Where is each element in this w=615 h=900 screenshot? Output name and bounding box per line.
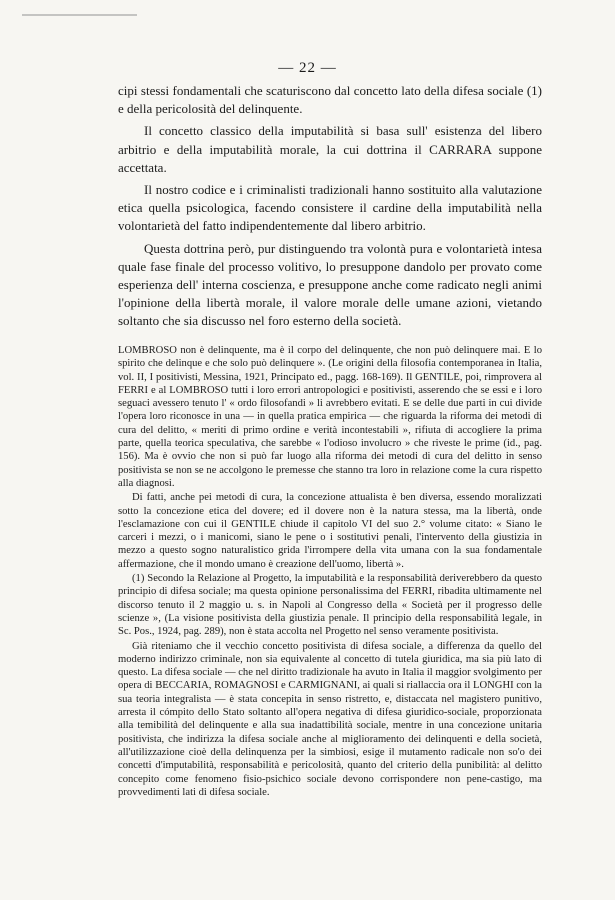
footnote-paragraph: Di fatti, anche pei metodi di cura, la concezione attualista è ben diversa, essendo moralizzati sotto la concezione etica del dovere; ed il dovere non è la natura stessa, ma la libertà, onde l'esclamazione con cui il GENTILE chiude il capitolo VI del suo 2.° volume citato: « Siano le carceri i mezzi, o i manicomi, siano le pene o i sostitutivi penali, l'intervento della giustizia in mezzo a questo sogno naturalistico grida l'irrompere della vita umana con la sua fondamentale affermazione, che il mondo umano è creazione dell'uomo, libertà ». — [118, 492, 542, 570]
paragraph: cipi stessi fondamentali che scaturiscono dal concetto lato della difesa sociale (1) e della pericolosità del delinquente. — [118, 83, 542, 117]
scan-artifact-line — [22, 14, 137, 16]
footnote-paragraph: LOMBROSO non è delinquente, ma è il corpo del delinquente, che non può delinquere mai. E lo spirito che delinque e che solo può delinquere ». (Le origini della filosofia contemporanea in Italia, vol. II, I positivisti, Messina, 1921, Principato ed., pagg. 168-169). Il GENTILE, poi, rimprovera al FERRI e al LOMBROSO tutti i loro errori antropologici e positivisti, asserendo che se essi e i loro seguaci avessero tenuto l' « ordo filosofandi » li avrebbero evitati. E se delle due parti in cui divide l'opera loro riconosce in una — in quella pratica empirica — che riguarda la riforma dei metodi di cura del delitto, « meriti di primo ordine e verità incontestabili », rifiuta di accogliere la prima parte, quella teorica speculativa, che sarebbe « l'odioso involucro » che riveste le prime (id., pag. 156). Ma è ovvio che non si può far luogo alla riforma dei metodi di cura del delitto in senso positivista se non se ne accolgono le premesse che stanno tra loro in relazione come la cura rispetto alla diagnosi. — [118, 345, 542, 489]
footnote-paragraph: (1) Secondo la Relazione al Progetto, la imputabilità e la responsabilità deriverebbero da questo principio di difesa sociale; ma questa opinione personalissima del FERRI, ribadita ultimamente nel discorso tenuto il 2 maggio u. s. in Napoli al Congresso della « Società per il progresso delle scienze », (La visione positivista della giustizia penale. Il principio della responsabilità legale, in Sc. Pos., 1924, pag. 289), non è stata accolta nel Progetto nel senso veramente positivista. — [118, 573, 542, 638]
footnote-paragraph: Già riteniamo che il vecchio concetto positivista di difesa sociale, a differenza da quello del moderno indirizzo criminale, non sia equivalente al concetto di tutela giuridica, ma sia più lato di questo. La difesa sociale — che nel diritto tradizionale ha avuto in Italia il maggior svolgimento per opera di BECCARIA, ROMAGNOSI e CARMIGNANI, ai quali si riallaccia ora il LONGHI con la sua teoria integralista — è stata concepita in senso ristretto, e, distaccata nel magistero punitivo, arresta il cómpito dello Stato soltanto all'opera negativa di difesa giuridico-sociale, proporzionata alla temibilità del delinquente e alla sua inadattibilità sociale, mentre in una concezione unitaria positivista, che indirizza la difesa sociale anche al miglioramento dei delinquenti e della società, all'utilizzazione cioè della delinquenza per la simbiosi, esige il mutamento radicale non so'o dei concetti d'imputabilità, responsabilità e pericolosità, quanto del criterio della punibilità: al delitto concepito come fenomeno fisio-psichico sociale devono corrispondere non pene-castigo, ma provvedimenti lati di difesa sociale. — [118, 640, 542, 798]
paragraph: Questa dottrina però, pur distinguendo tra volontà pura e volontarietà intesa quale fase finale del processo volitivo, lo presuppone dandolo per provato come esperienza dell' interna coscienza, e presuppone anche come radicato negli animi l'opinione della libertà morale, il valore morale delle umane azioni, vietando soltanto che sia discusso nel foro esterno della società. — [118, 240, 542, 329]
page-number: — 22 — — [278, 60, 337, 76]
footnotes — [118, 344, 542, 800]
main-text — [118, 82, 542, 335]
paragraph: Il concetto classico della imputabilità si basa sull' esistenza del libero arbitrio e della imputabilità morale, la cui dottrina il CARRARA suppone accettata. — [118, 123, 542, 175]
paragraph: Il nostro codice e i criminalisti tradizionali hanno sostituito alla valutazione etica quella psicologica, facendo consistere il cardine della imputabilità nella volontarietà del fatto indipendentemente dal libero arbitrio. — [118, 182, 542, 234]
